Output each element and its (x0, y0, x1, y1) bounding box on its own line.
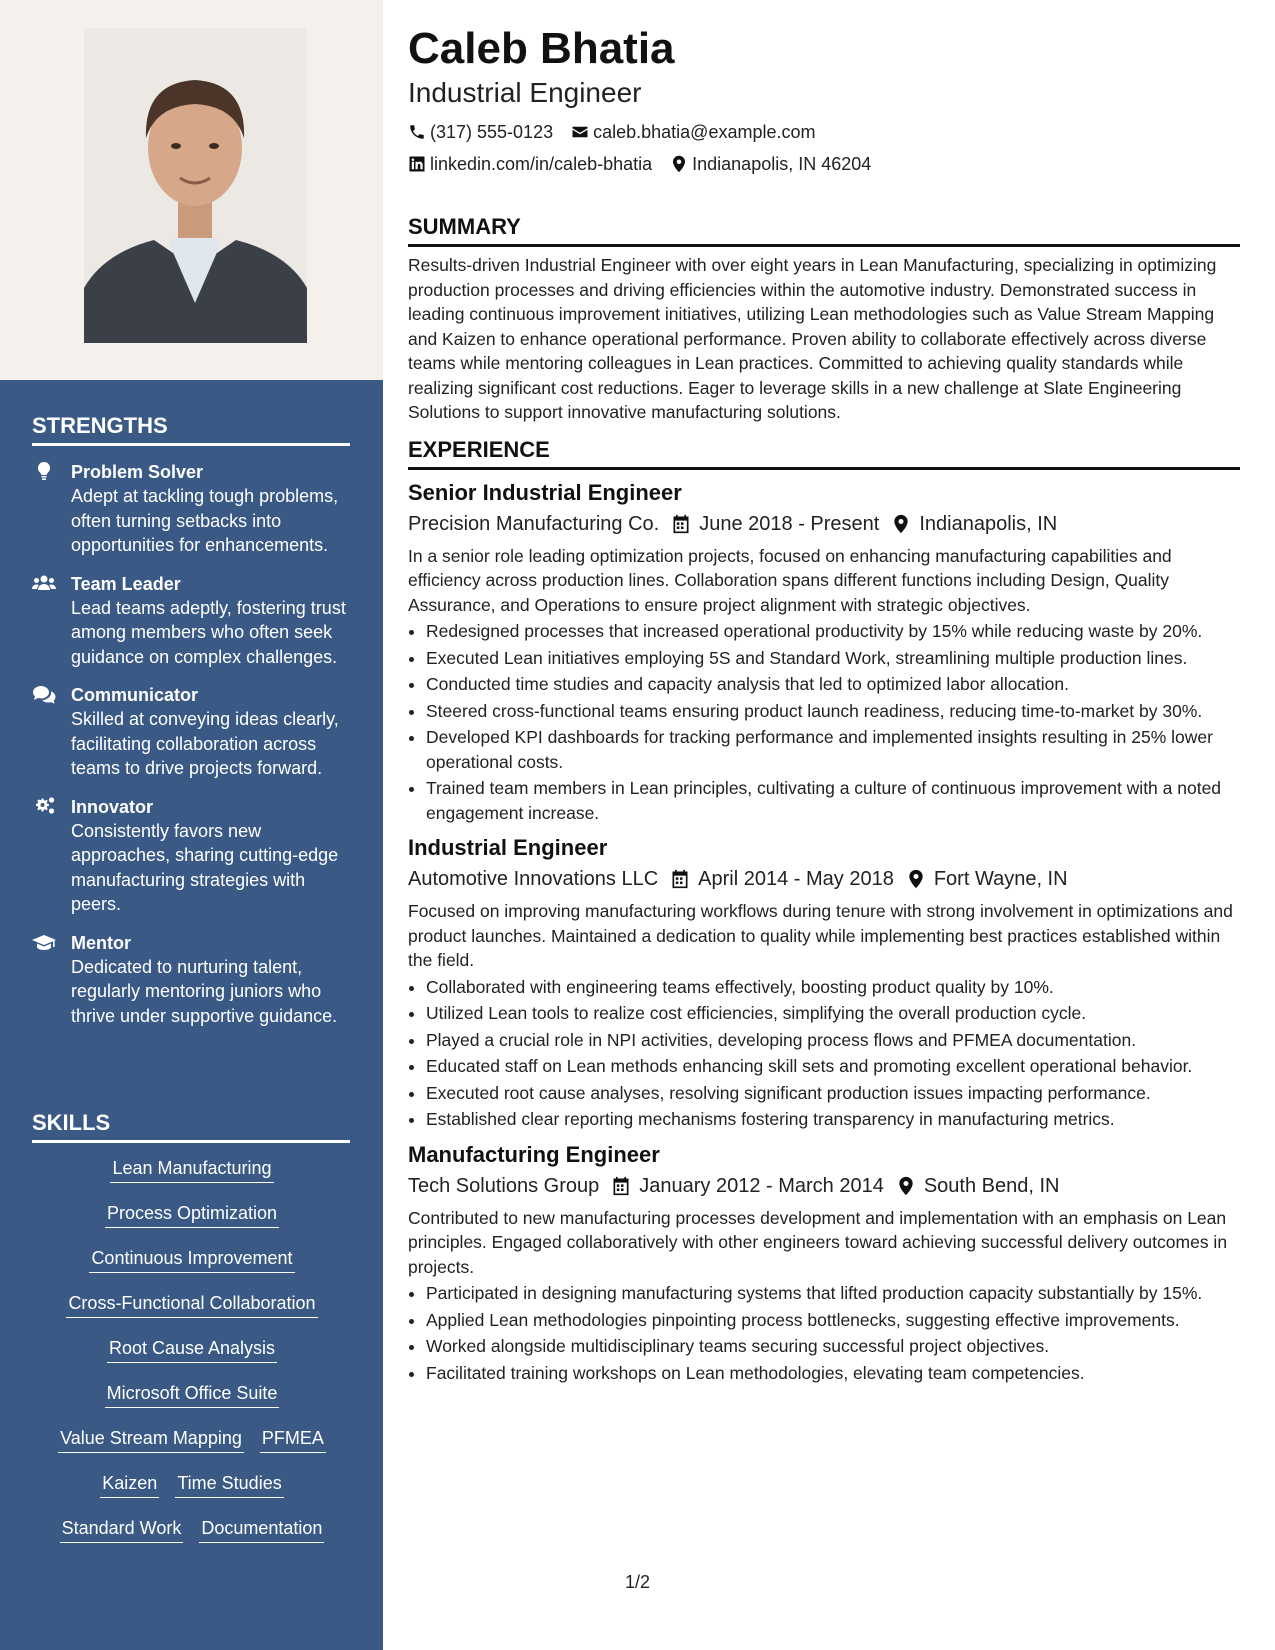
strength-title: Team Leader (71, 573, 181, 594)
linkedin-text: linkedin.com/in/caleb-bhatia (430, 154, 653, 174)
skill-row (32, 1471, 352, 1516)
map-pin-icon (891, 514, 911, 534)
job-bullet: • Executed root cause analyses, resolving significant production issues impacting performance. (426, 1081, 1240, 1106)
contact-row (408, 148, 1240, 180)
linkedin-contact[interactable] (408, 148, 652, 180)
calendar-icon (671, 514, 691, 534)
graduation-cap-icon (32, 932, 56, 952)
job-meta (408, 508, 1240, 540)
summary-text: Results-driven Industrial Engineer with over eight years in Lean Manufacturing, specializing in optimizing production processes and driving efficiencies within the automotive industry. Demonstrated success in leading continuous improvement initiatives, utilizing Lean methodologies such as Value Stream Mapping and Kaizen to enhance operational performance. Proven ability to collaborate effectively across diverse teams while mentoring colleagues in Lean practices. Committed to achieving quality standards while realizing significant cost reductions. Eager to leverage skills in a new challenge at Slate Engineering Solutions to support innovative manufacturing solutions. (408, 255, 1217, 422)
email-text: caleb.bhatia@example.com (593, 122, 816, 142)
strength-item (32, 572, 352, 670)
linkedin-icon (408, 155, 426, 173)
skill-row (32, 1201, 352, 1246)
job-company: Automotive Innovations LLC (408, 868, 659, 890)
job-dates: January 2012 - March 2014 (639, 1174, 884, 1197)
skill-tag: Microsoft Office Suite (105, 1381, 280, 1408)
skill-tag: Documentation (199, 1516, 324, 1543)
strength-title: Problem Solver (71, 462, 204, 482)
job-entry (408, 478, 1240, 826)
job-bullet: • Executed Lean initiatives employing 5S and Standard Work, streamlining multiple production lines. (426, 646, 1240, 671)
skill-tag: Process Optimization (105, 1201, 279, 1228)
gears-icon (32, 796, 56, 816)
strength-desc: Lead teams adeptly, fostering trust among members who often seek guidance on complex challenges. (71, 597, 346, 667)
strength-title: Mentor (71, 932, 131, 953)
strength-desc: Consistently favors new approaches, sharing cutting-edge manufacturing strategies with peers. (71, 820, 339, 914)
map-pin-icon (906, 869, 926, 889)
candidate-name: Caleb Bhatia (408, 24, 675, 73)
job-dates: April 2014 - May 2018 (698, 868, 894, 890)
job-bullets (408, 619, 1240, 825)
strength-item (32, 795, 352, 917)
skill-tag: Time Studies (175, 1471, 283, 1498)
contact-row (408, 116, 1240, 148)
main-content (408, 22, 1240, 1387)
job-bullet: • Worked alongside multidisciplinary teams securing successful project objectives. (426, 1334, 1240, 1359)
map-pin-icon (670, 155, 688, 173)
skill-row (32, 1246, 352, 1291)
map-pin-icon (896, 1176, 916, 1196)
summary-heading: SUMMARY (408, 214, 1240, 247)
skill-row (32, 1381, 352, 1426)
job-description: Focused on improving manufacturing workflows during tenure with strong involvement in optimizations and product launches. Maintained a dedication to quality while implementing best practices established within the field. (408, 901, 1233, 970)
envelope-icon (571, 123, 589, 141)
phone-icon (408, 123, 426, 141)
experience-heading: EXPERIENCE (408, 437, 1240, 470)
job-bullet: • Educated staff on Lean methods enhancing skill sets and promoting excellent operational behavior. (426, 1054, 1240, 1079)
job-company: Tech Solutions Group (408, 1174, 600, 1197)
sidebar (0, 0, 383, 1650)
job-description: In a senior role leading optimization projects, focused on enhancing manufacturing capabilities and efficiency across production lines. Collaboration spans different functions including Design, Quality Assurance, and Operations to ensure project alignment with strategic objectives. (408, 545, 1172, 615)
location-text: Indianapolis, IN 46204 (692, 154, 872, 174)
phone-contact[interactable] (408, 116, 553, 148)
skill-tag: Value Stream Mapping (58, 1426, 244, 1453)
skill-tag: Cross-Functional Collaboration (66, 1291, 317, 1318)
job-bullet: • Collaborated with engineering teams effectively, boosting product quality by 10%. (426, 975, 1240, 1000)
job-title: Manufacturing Engineer (408, 1141, 660, 1167)
job-bullets (408, 975, 1240, 1132)
skills-heading: SKILLS (32, 1110, 350, 1143)
skills-list (32, 1156, 352, 1561)
strength-item (32, 460, 352, 558)
job-description: Contributed to new manufacturing processes development and implementation with an emphasis on Lean principles. Engaged collaboratively with other engineers toward achieving successful delivery outcomes in projects. (408, 1207, 1228, 1277)
strength-item (32, 683, 352, 781)
job-title: Industrial Engineer (408, 835, 608, 860)
job-location: Indianapolis, IN (919, 512, 1058, 535)
skill-row (32, 1516, 352, 1561)
job-company: Precision Manufacturing Co. (408, 512, 660, 535)
job-location: Fort Wayne, IN (933, 868, 1068, 890)
skill-tag: Kaizen (100, 1471, 159, 1498)
job-meta (408, 1170, 1240, 1202)
job-bullet: • Applied Lean methodologies pinpointing process bottlenecks, suggesting effective improvements. (426, 1308, 1240, 1333)
skill-tag: PFMEA (260, 1426, 326, 1453)
location-contact (670, 148, 871, 180)
skill-tag: Root Cause Analysis (107, 1336, 277, 1363)
email-contact[interactable] (571, 116, 815, 148)
skill-tag: Standard Work (60, 1516, 184, 1543)
strength-desc: Dedicated to nurturing talent, regularly mentoring juniors who thrive under supportive guidance. (71, 956, 338, 1026)
job-bullet: • Redesigned processes that increased operational productivity by 15% while reducing waste by 20%. (426, 619, 1240, 644)
users-icon (32, 573, 56, 593)
strength-title: Communicator (71, 685, 199, 705)
skill-tag: Continuous Improvement (89, 1246, 294, 1273)
job-title: Senior Industrial Engineer (408, 479, 682, 505)
job-entry (408, 1140, 1240, 1386)
strength-desc: Adept at tackling tough problems, often turning setbacks into opportunities for enhancements. (71, 486, 339, 555)
phone-text: (317) 555-0123 (430, 122, 554, 142)
job-bullet: • Played a crucial role in NPI activities, developing process flows and PFMEA documentation. (426, 1028, 1240, 1053)
job-bullet: • Participated in designing manufacturing systems that lifted production capacity substantially by 15%. (426, 1281, 1240, 1306)
job-bullet: • Facilitated training workshops on Lean methodologies, elevating team competencies. (426, 1361, 1240, 1386)
job-bullet: • Steered cross-functional teams ensuring product launch readiness, reducing time-to-market by 30%. (426, 699, 1240, 724)
job-meta (408, 863, 1240, 895)
job-bullets (408, 1281, 1240, 1385)
photo-area (0, 0, 383, 380)
strength-title: Innovator (71, 796, 154, 817)
strength-item (32, 931, 352, 1029)
candidate-title: Industrial Engineer (408, 77, 642, 108)
strengths-list (32, 460, 352, 1042)
chat-icon (32, 684, 56, 704)
job-bullet: • Conducted time studies and capacity analysis that led to optimized labor allocation. (426, 672, 1240, 697)
skill-row (32, 1336, 352, 1381)
job-location: South Bend, IN (923, 1174, 1060, 1197)
calendar-icon (670, 869, 690, 889)
page-number: 1/2 (625, 1572, 651, 1592)
job-bullet: • Utilized Lean tools to realize cost efficiencies, simplifying the overall production cycle. (426, 1001, 1240, 1026)
job-entry (408, 833, 1240, 1132)
skill-tag: Lean Manufacturing (110, 1156, 273, 1183)
job-bullet: • Established clear reporting mechanisms fostering transparency in manufacturing metrics. (426, 1107, 1240, 1132)
profile-photo (84, 28, 307, 343)
strengths-heading: STRENGTHS (32, 413, 350, 446)
lightbulb-icon (32, 461, 56, 481)
skill-row (32, 1426, 352, 1471)
job-bullet: • Trained team members in Lean principles, cultivating a culture of continuous improvement with a noted engagement increase. (426, 776, 1240, 825)
skill-row (32, 1156, 352, 1201)
skill-row (32, 1291, 352, 1336)
job-bullet: • Developed KPI dashboards for tracking performance and implemented insights resulting in 25% lower operational costs. (426, 725, 1240, 774)
strength-desc: Skilled at conveying ideas clearly, facilitating collaboration across teams to drive projects forward. (71, 709, 339, 778)
job-dates: June 2018 - Present (699, 512, 880, 535)
calendar-icon (611, 1176, 631, 1196)
